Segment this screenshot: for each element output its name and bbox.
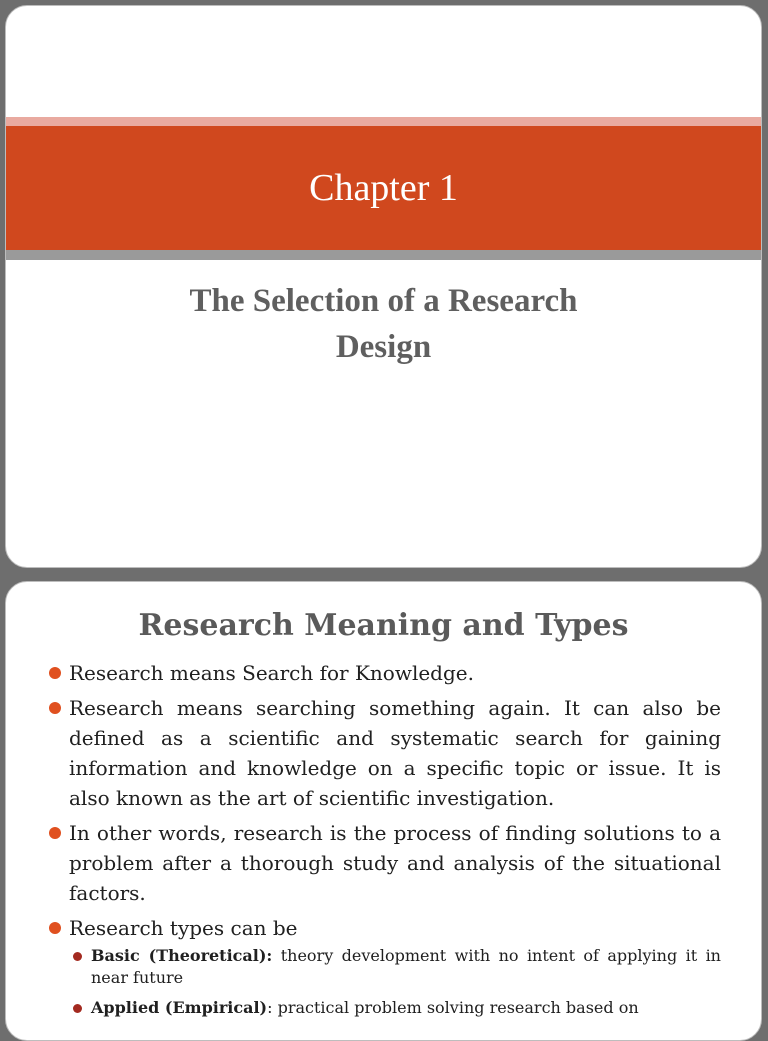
- subtitle-line: Design: [335, 329, 432, 365]
- bullet-icon: [49, 667, 61, 679]
- sub-bullet-term: Applied (Empirical): [91, 998, 268, 1017]
- slide-subtitle: [6, 278, 761, 370]
- bullet-text: In other words, research is the process of finding solutions to a problem after a thorough study and analysis of the situational factors.: [69, 821, 721, 905]
- bullet-item: [46, 818, 721, 908]
- bullet-text: Research means searching something again. It can also be defined as a scientific and systematic search for gaining information and knowledge on a specific topic or issue. It is also known as the art of scientific investigation.: [69, 696, 721, 810]
- content-slide: [5, 581, 762, 1041]
- sub-bullet-text: theory development with no intent of applying it in near future: [91, 946, 721, 987]
- bullet-icon: [49, 702, 61, 714]
- sub-bullet-icon: [73, 1004, 82, 1013]
- slide-title: Chapter 1: [309, 167, 458, 209]
- bullet-text: Research types can be: [69, 916, 298, 940]
- bullet-item: [46, 658, 721, 688]
- sub-bullet-term: Basic (Theoretical):: [91, 946, 273, 965]
- bullet-list: [46, 658, 721, 1027]
- title-slide: [5, 5, 762, 568]
- sub-bullet-icon: [73, 952, 82, 961]
- title-band: [6, 126, 761, 250]
- sub-bullet-item: [69, 997, 721, 1019]
- sub-bullet-item: [69, 945, 721, 989]
- divider-band: [6, 250, 761, 260]
- sub-bullet-list: [69, 945, 721, 1019]
- sub-bullet-text: : practical problem solving research based on: [267, 998, 639, 1017]
- bullet-item: [46, 913, 721, 1019]
- bullet-item: [46, 693, 721, 813]
- bullet-icon: [49, 922, 61, 934]
- accent-band-light: [6, 117, 761, 126]
- bullet-text: Research means Search for Knowledge.: [69, 661, 474, 685]
- subtitle-line: The Selection of a Research: [189, 283, 578, 319]
- bullet-icon: [49, 827, 61, 839]
- slide-heading: Research Meaning and Types: [138, 608, 629, 643]
